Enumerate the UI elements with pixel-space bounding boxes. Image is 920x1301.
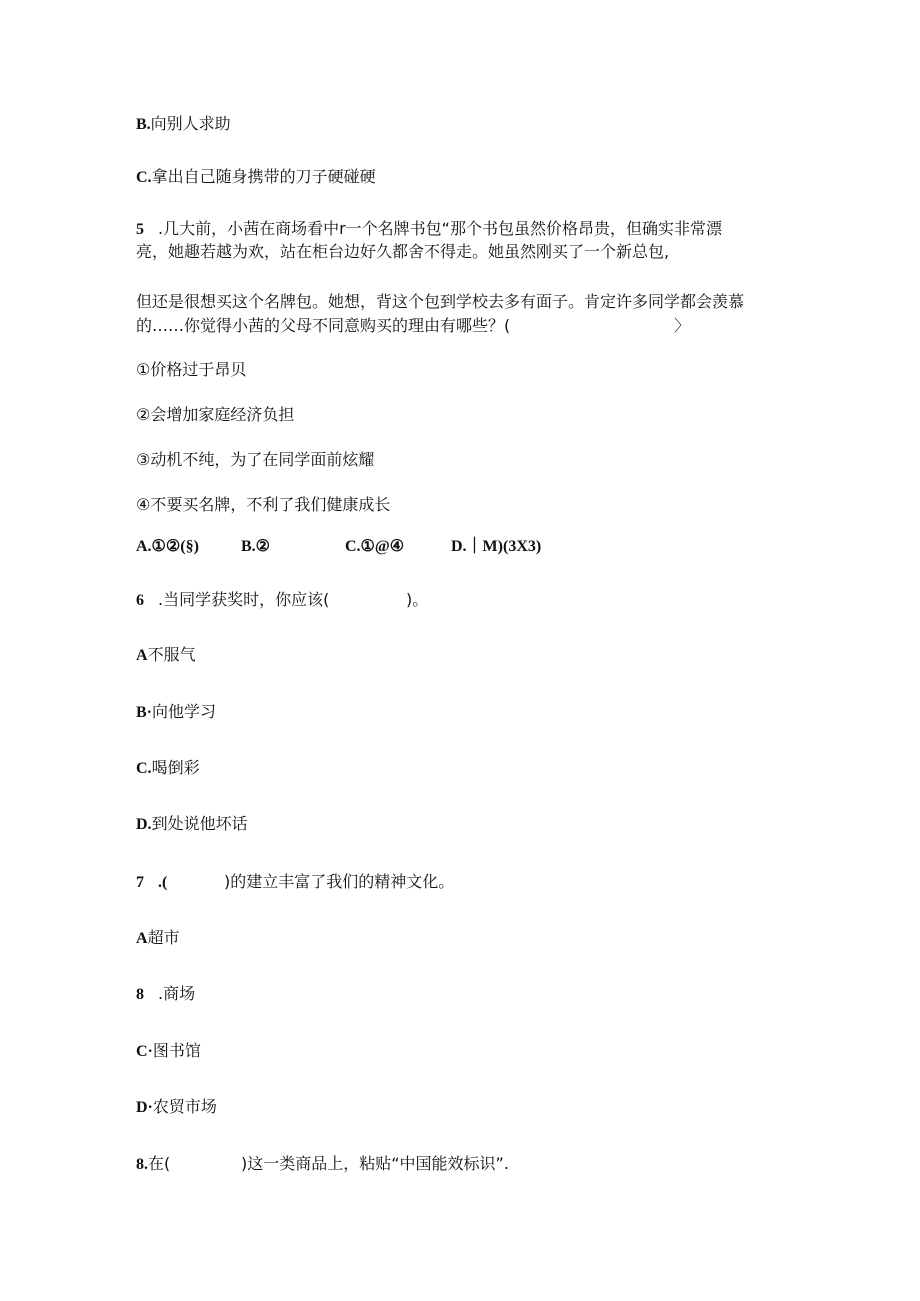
q6-option-a bbox=[136, 644, 196, 667]
option-number: 8 bbox=[136, 986, 144, 1003]
option-letter: C. bbox=[136, 169, 152, 186]
q6-option-c bbox=[136, 757, 200, 780]
option-letter: A bbox=[136, 930, 148, 947]
option-text: 到处说他坏话 bbox=[151, 814, 248, 833]
option-letter: C. bbox=[136, 760, 152, 777]
q6-option-d bbox=[136, 813, 248, 836]
q7-stem bbox=[136, 871, 167, 894]
option-letter: B. bbox=[136, 116, 151, 133]
question-number: 8. bbox=[136, 1156, 148, 1173]
q6-option-b bbox=[136, 701, 216, 724]
q4-option-c bbox=[136, 166, 376, 189]
q7-option-d bbox=[136, 1096, 217, 1119]
q5-option-d: D.｜M)(3X3) bbox=[451, 538, 542, 555]
q5-option-c: C.①@④ bbox=[345, 538, 405, 555]
stem-text: 亮，她趣若越为欢，站在柜台边好久都舍不得走。她虽然刚买了一个新总包, bbox=[136, 242, 670, 261]
stem-text: 的……你觉得小茜的父母不同意购买的理由有哪些？( bbox=[136, 316, 511, 335]
option-text: 向他学习 bbox=[152, 702, 217, 721]
stem-text: .( bbox=[158, 874, 168, 891]
q5-stem-line-4 bbox=[136, 315, 510, 337]
option-text: .商场 bbox=[158, 984, 196, 1003]
stem-text: 但还是很想买这个名牌包。她想，背这个包到学校去多有面子。肯定许多同学都会羡慕 bbox=[136, 292, 745, 311]
q5-stem-line-1 bbox=[136, 218, 722, 241]
q6-stem-end: )。 bbox=[406, 590, 429, 609]
q4-option-b bbox=[136, 113, 231, 136]
q7-option-c bbox=[136, 1040, 201, 1063]
q7-stem-end: )的建立丰富了我们的精神文化。 bbox=[224, 872, 455, 891]
option-text: 喝倒彩 bbox=[151, 758, 200, 777]
q5-item-1: ①价格过于昂贝 bbox=[136, 360, 247, 379]
question-number: 7 bbox=[136, 874, 144, 891]
option-text: 拿出自己随身携带的刀子硬碰硬 bbox=[151, 167, 376, 186]
stem-text: .几大前，小茜在商场看中r一个名牌书包“那个书包虽然价格昂贵，但确实非常漂 bbox=[158, 219, 722, 238]
q5-answer-blank-close: 〉 bbox=[674, 316, 691, 335]
question-number: 6 bbox=[136, 592, 144, 609]
q5-item-4: ④不要买名牌，不利了我们健康成长 bbox=[136, 495, 391, 514]
q5-item-2: ②会增加家庭经济负担 bbox=[136, 405, 295, 424]
option-text: 超市 bbox=[147, 928, 180, 947]
option-letter: D. bbox=[136, 816, 152, 833]
q5-option-a: A.①②(§) bbox=[136, 538, 199, 555]
q8-stem bbox=[136, 1153, 170, 1176]
question-number: 5 bbox=[136, 221, 144, 238]
q6-stem bbox=[136, 589, 329, 612]
q5-item-3: ③动机不纯，为了在同学面前炫耀 bbox=[136, 450, 375, 469]
q7-option-b bbox=[136, 983, 195, 1006]
option-text: 农贸市场 bbox=[152, 1097, 217, 1116]
q5-stem-line-2 bbox=[136, 241, 669, 263]
option-letter: B· bbox=[136, 704, 153, 721]
stem-text: .当同学获奖时，你应该( bbox=[158, 590, 330, 609]
option-text: 图书馆 bbox=[152, 1041, 201, 1060]
option-text: 向别人求助 bbox=[150, 114, 231, 133]
option-letter: C· bbox=[136, 1043, 153, 1060]
option-letter: D· bbox=[136, 1099, 153, 1116]
option-text: 不服气 bbox=[147, 645, 196, 664]
q5-stem-line-3 bbox=[136, 291, 744, 313]
stem-text: 在( bbox=[148, 1154, 171, 1173]
q7-option-a bbox=[136, 927, 180, 950]
option-letter: A bbox=[136, 647, 148, 664]
q8-stem-end: )这一类商品上，粘贴“中国能效标识”. bbox=[241, 1154, 509, 1173]
q5-option-b: B.② bbox=[241, 538, 271, 555]
